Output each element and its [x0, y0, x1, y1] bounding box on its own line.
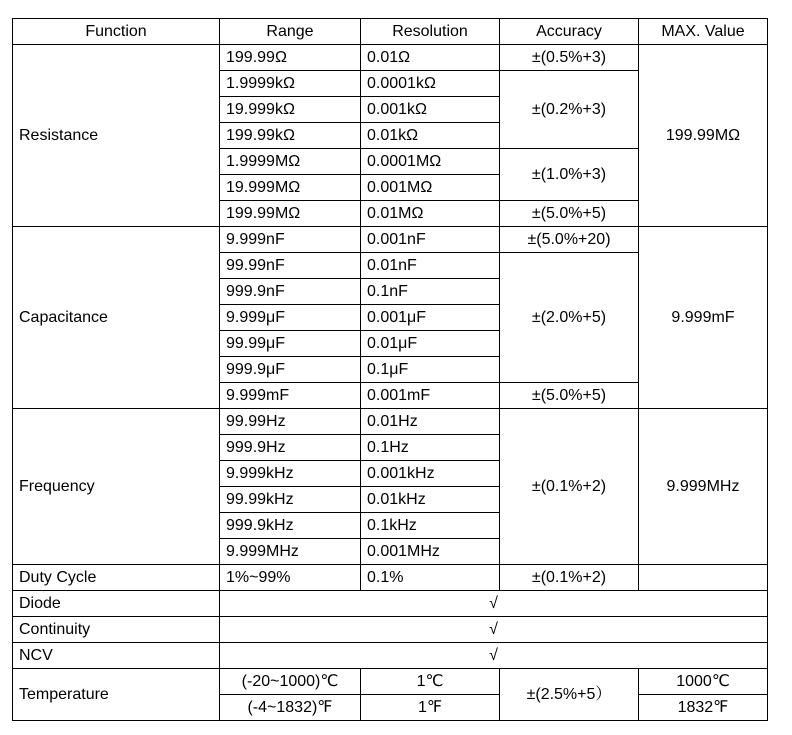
table-row: [13, 669, 768, 695]
resolution-cell: 0.0001kΩ: [361, 71, 500, 97]
range-cell: 99.99kHz: [220, 487, 361, 513]
resolution-cell: 0.01MΩ: [361, 201, 500, 227]
range-cell: 9.999nF: [220, 227, 361, 253]
accuracy-cell: ±(2.5%+5）: [500, 669, 639, 721]
header-function: Function: [13, 19, 220, 45]
max-value-resistance: 199.99MΩ: [639, 45, 768, 227]
function-continuity: Continuity: [13, 617, 220, 643]
accuracy-cell: ±(0.5%+3): [500, 45, 639, 71]
check-mark: √: [220, 643, 768, 669]
range-cell: 199.99Ω: [220, 45, 361, 71]
range-cell: 1.9999MΩ: [220, 149, 361, 175]
resolution-cell: 0.01Ω: [361, 45, 500, 71]
check-mark: √: [220, 617, 768, 643]
resolution-cell: 1℉: [361, 695, 500, 721]
function-ncv: NCV: [13, 643, 220, 669]
header-accuracy: Accuracy: [500, 19, 639, 45]
range-cell: 999.9kHz: [220, 513, 361, 539]
range-cell: 199.99kΩ: [220, 123, 361, 149]
max-value-celsius: 1000℃: [639, 669, 768, 695]
range-cell: 999.9nF: [220, 279, 361, 305]
max-value-frequency: 9.999MHz: [639, 409, 768, 565]
accuracy-cell: ±(5.0%+5): [500, 383, 639, 409]
resolution-cell: 0.001kHz: [361, 461, 500, 487]
range-cell: 19.999kΩ: [220, 97, 361, 123]
resolution-cell: 0.01Hz: [361, 409, 500, 435]
table-row: [13, 565, 768, 591]
table-row: [13, 643, 768, 669]
accuracy-cell: ±(5.0%+20): [500, 227, 639, 253]
header-max-value: MAX. Value: [639, 19, 768, 45]
resolution-cell: 0.01nF: [361, 253, 500, 279]
resolution-cell: 0.001MΩ: [361, 175, 500, 201]
accuracy-cell: ±(1.0%+3): [500, 149, 639, 201]
function-resistance: Resistance: [13, 45, 220, 227]
accuracy-cell: ±(2.0%+5): [500, 253, 639, 383]
range-cell: (-4~1832)℉: [220, 695, 361, 721]
function-duty-cycle: Duty Cycle: [13, 565, 220, 591]
range-cell: 9.999mF: [220, 383, 361, 409]
function-temperature: Temperature: [13, 669, 220, 721]
specification-table: [12, 18, 768, 721]
range-cell: 99.99nF: [220, 253, 361, 279]
resolution-cell: 1℃: [361, 669, 500, 695]
resolution-cell: 0.1nF: [361, 279, 500, 305]
range-cell: 199.99MΩ: [220, 201, 361, 227]
accuracy-cell: ±(0.1%+2): [500, 565, 639, 591]
resolution-cell: 0.01kHz: [361, 487, 500, 513]
function-capacitance: Capacitance: [13, 227, 220, 409]
resolution-cell: 0.001mF: [361, 383, 500, 409]
resolution-cell: 0.01kΩ: [361, 123, 500, 149]
resolution-cell: 0.1μF: [361, 357, 500, 383]
table-row: [13, 227, 768, 253]
function-frequency: Frequency: [13, 409, 220, 565]
range-cell: 9.999μF: [220, 305, 361, 331]
table-row: [13, 617, 768, 643]
range-cell: 1.9999kΩ: [220, 71, 361, 97]
range-cell: 9.999MHz: [220, 539, 361, 565]
table-row: [13, 409, 768, 435]
accuracy-cell: ±(0.2%+3): [500, 71, 639, 149]
resolution-cell: 0.01μF: [361, 331, 500, 357]
range-cell: 99.99Hz: [220, 409, 361, 435]
range-cell: 99.99μF: [220, 331, 361, 357]
table-row: [13, 45, 768, 71]
resolution-cell: 0.1Hz: [361, 435, 500, 461]
table-row: [13, 591, 768, 617]
resolution-cell: 0.001nF: [361, 227, 500, 253]
resolution-cell: 0.001MHz: [361, 539, 500, 565]
check-mark: √: [220, 591, 768, 617]
max-value-empty: [639, 565, 768, 591]
range-cell: 19.999MΩ: [220, 175, 361, 201]
max-value-fahrenheit: 1832℉: [639, 695, 768, 721]
range-cell: 999.9Hz: [220, 435, 361, 461]
resolution-cell: 0.001kΩ: [361, 97, 500, 123]
header-row: [13, 19, 768, 45]
accuracy-cell: ±(0.1%+2): [500, 409, 639, 565]
header-range: Range: [220, 19, 361, 45]
range-cell: 9.999kHz: [220, 461, 361, 487]
range-cell: (-20~1000)℃: [220, 669, 361, 695]
resolution-cell: 0.1kHz: [361, 513, 500, 539]
resolution-cell: 0.1%: [361, 565, 500, 591]
accuracy-cell: ±(5.0%+5): [500, 201, 639, 227]
function-diode: Diode: [13, 591, 220, 617]
resolution-cell: 0.0001MΩ: [361, 149, 500, 175]
resolution-cell: 0.001μF: [361, 305, 500, 331]
header-resolution: Resolution: [361, 19, 500, 45]
max-value-capacitance: 9.999mF: [639, 227, 768, 409]
range-cell: 1%~99%: [220, 565, 361, 591]
range-cell: 999.9μF: [220, 357, 361, 383]
